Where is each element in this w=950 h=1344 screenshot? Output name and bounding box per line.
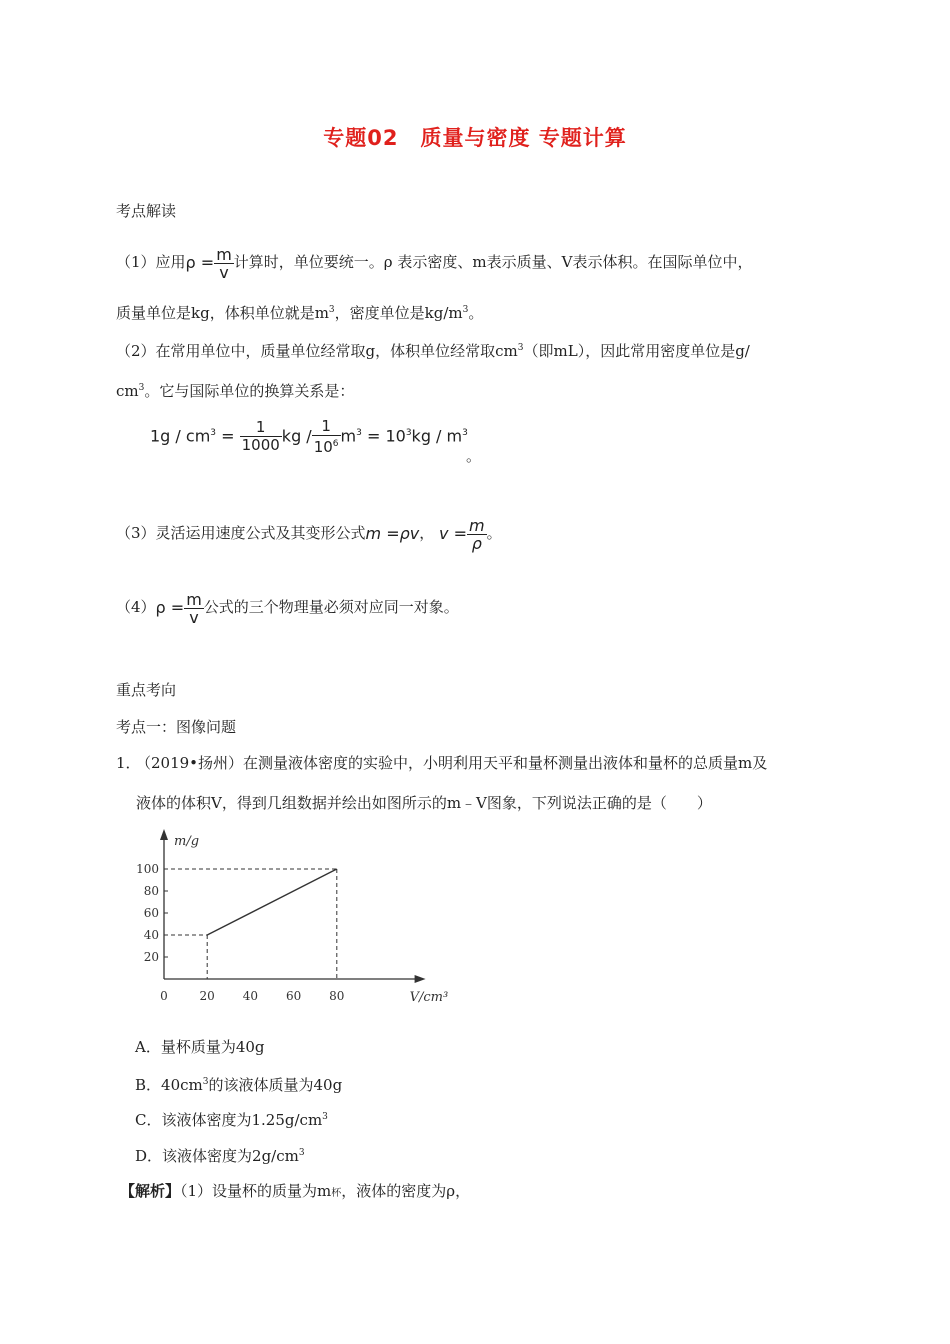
superscript: 3 bbox=[462, 428, 468, 438]
option-c[interactable] bbox=[135, 1107, 328, 1130]
fraction-denominator bbox=[312, 436, 341, 456]
text-fragment: cm bbox=[116, 382, 139, 400]
point-2-line-1 bbox=[116, 338, 750, 361]
formula-part: 10 bbox=[313, 437, 333, 456]
superscript: 3 bbox=[356, 428, 362, 438]
point-1-line-1 bbox=[116, 242, 752, 283]
fraction-m-over-rho bbox=[467, 517, 487, 552]
superscript: 3 bbox=[328, 305, 335, 315]
text-fragment: 。 bbox=[468, 304, 484, 322]
y-axis-arrow bbox=[160, 829, 168, 840]
m-v-graph bbox=[128, 822, 448, 1012]
y-tick-label: 20 bbox=[143, 950, 159, 964]
section-heading-interpretation: 考点解读 bbox=[116, 202, 177, 220]
x-tick-label: 60 bbox=[285, 989, 302, 1003]
fraction-numerator: 1 bbox=[312, 418, 341, 436]
x-tick-label: 80 bbox=[329, 989, 345, 1003]
option-letter: B． bbox=[135, 1076, 162, 1094]
formula-part: = bbox=[221, 426, 235, 446]
question-number: 1． bbox=[116, 754, 141, 772]
fraction-m-over-v bbox=[184, 591, 204, 626]
text-fragment: （3）灵活运用速度公式及其变形公式 bbox=[116, 524, 366, 542]
fraction-numerator: m bbox=[469, 515, 485, 535]
superscript: 3 bbox=[322, 1112, 328, 1122]
superscript: 3 bbox=[138, 383, 145, 393]
analysis-line bbox=[120, 1181, 470, 1204]
text-fragment: 公式的三个物理量必须对应同一对象。 bbox=[203, 598, 459, 616]
y-axis-label: m/g bbox=[174, 834, 200, 849]
option-text: 该液体密度为1.25g/cm bbox=[161, 1111, 323, 1129]
fraction-denominator: 1000 bbox=[241, 436, 280, 455]
point-2-line-2 bbox=[116, 378, 354, 401]
text-fragment: 。它与国际单位的换算关系是： bbox=[144, 382, 355, 400]
fraction-denominator: v bbox=[219, 262, 229, 282]
subscript: 杯 bbox=[331, 1188, 342, 1199]
formula-v-eq: v = bbox=[439, 524, 468, 543]
analysis-text: ，液体的密度为ρ， bbox=[341, 1182, 471, 1200]
option-a[interactable] bbox=[135, 1037, 265, 1057]
superscript: 3 bbox=[202, 1077, 209, 1087]
series-line bbox=[207, 869, 337, 935]
rho-equals: ρ = bbox=[155, 598, 185, 617]
formula-part: kg / bbox=[281, 426, 312, 446]
superscript: 3 bbox=[517, 343, 524, 353]
option-b[interactable] bbox=[135, 1072, 342, 1095]
point-4 bbox=[116, 587, 459, 628]
point-1-suffix: 计算时，单位要统一。ρ 表示密度、m表示质量、V表示体积。在国际单位中， bbox=[233, 253, 753, 271]
x-axis-arrow bbox=[415, 975, 426, 983]
option-text: 量杯质量为40g bbox=[160, 1038, 265, 1056]
superscript: 3 bbox=[298, 1148, 305, 1158]
option-letter: D． bbox=[135, 1147, 163, 1165]
formula-part: = 10 bbox=[366, 426, 406, 446]
y-tick-label: 80 bbox=[143, 884, 159, 898]
option-letter: C． bbox=[135, 1111, 162, 1129]
superscript: 3 bbox=[462, 305, 469, 315]
formula-period: 。 bbox=[466, 447, 482, 465]
fraction-denominator: ρ bbox=[471, 533, 482, 553]
fraction-denominator: v bbox=[189, 607, 199, 627]
text-fragment: （即mL），因此常用密度单位是g/ bbox=[523, 342, 750, 360]
subsection-heading-graph-problems: 考点一：图像问题 bbox=[116, 718, 237, 736]
unit-conversion-formula bbox=[150, 412, 468, 457]
option-d[interactable] bbox=[135, 1143, 305, 1166]
text-fragment: ， bbox=[419, 524, 435, 542]
rho-equals: ρ = bbox=[185, 253, 215, 272]
text-fragment: （4） bbox=[116, 598, 156, 616]
fraction-1-over-1000 bbox=[240, 419, 282, 454]
formula-part: kg / m bbox=[411, 426, 463, 446]
option-text: 该液体密度为2g/cm bbox=[162, 1147, 299, 1165]
option-text: 40cm bbox=[161, 1076, 203, 1094]
y-tick-label: 60 bbox=[143, 906, 159, 920]
formula-m-eq-rho-v: m =ρv bbox=[365, 524, 420, 543]
analysis-tag: 【解析】 bbox=[120, 1182, 181, 1200]
superscript: 6 bbox=[332, 438, 339, 449]
point-1-line-2 bbox=[116, 300, 483, 323]
point-1-prefix: （1）应用 bbox=[116, 253, 186, 271]
option-letter: A． bbox=[135, 1038, 161, 1056]
question-line-2: 液体的体积V，得到几组数据并绘出如图所示的m﹣V图象，下列说法正确的是（ ） bbox=[136, 794, 712, 812]
fraction-numerator: m bbox=[216, 244, 232, 264]
analysis-text: （1）设量杯的质量为m bbox=[180, 1182, 332, 1200]
y-tick-label: 40 bbox=[143, 928, 159, 942]
x-tick-label: 40 bbox=[242, 989, 259, 1003]
fraction-m-over-v bbox=[214, 246, 234, 281]
fraction-1-over-10-6 bbox=[312, 418, 341, 456]
x-tick-label: 0 bbox=[160, 989, 168, 1003]
option-text: 的该液体质量为40g bbox=[208, 1076, 343, 1094]
question-line-1: （2019•扬州）在测量液体密度的实验中，小明利用天平和量杯测量出液体和量杯的总质量m及 bbox=[136, 754, 768, 772]
fraction-numerator: 1 bbox=[240, 419, 282, 437]
page-title: 专题02 质量与密度 专题计算 bbox=[323, 126, 627, 150]
fraction-numerator: m bbox=[186, 589, 202, 609]
text-fragment: 。 bbox=[486, 524, 502, 542]
superscript: 3 bbox=[210, 428, 217, 438]
text-fragment: 质量单位是kg，体积单位就是m bbox=[116, 304, 329, 322]
superscript: 3 bbox=[405, 428, 412, 438]
formula-part: m bbox=[340, 426, 357, 446]
section-heading-key-directions: 重点考向 bbox=[116, 681, 177, 699]
formula-part: 1g / cm bbox=[150, 426, 211, 446]
point-3 bbox=[116, 513, 502, 554]
x-tick-label: 20 bbox=[199, 989, 215, 1003]
text-fragment: ，密度单位是kg/m bbox=[334, 304, 463, 322]
x-axis-label: V/cm³ bbox=[409, 990, 448, 1005]
text-fragment: （2）在常用单位中，质量单位经常取g，体积单位经常取cm bbox=[116, 342, 518, 360]
y-tick-label: 100 bbox=[136, 862, 159, 876]
